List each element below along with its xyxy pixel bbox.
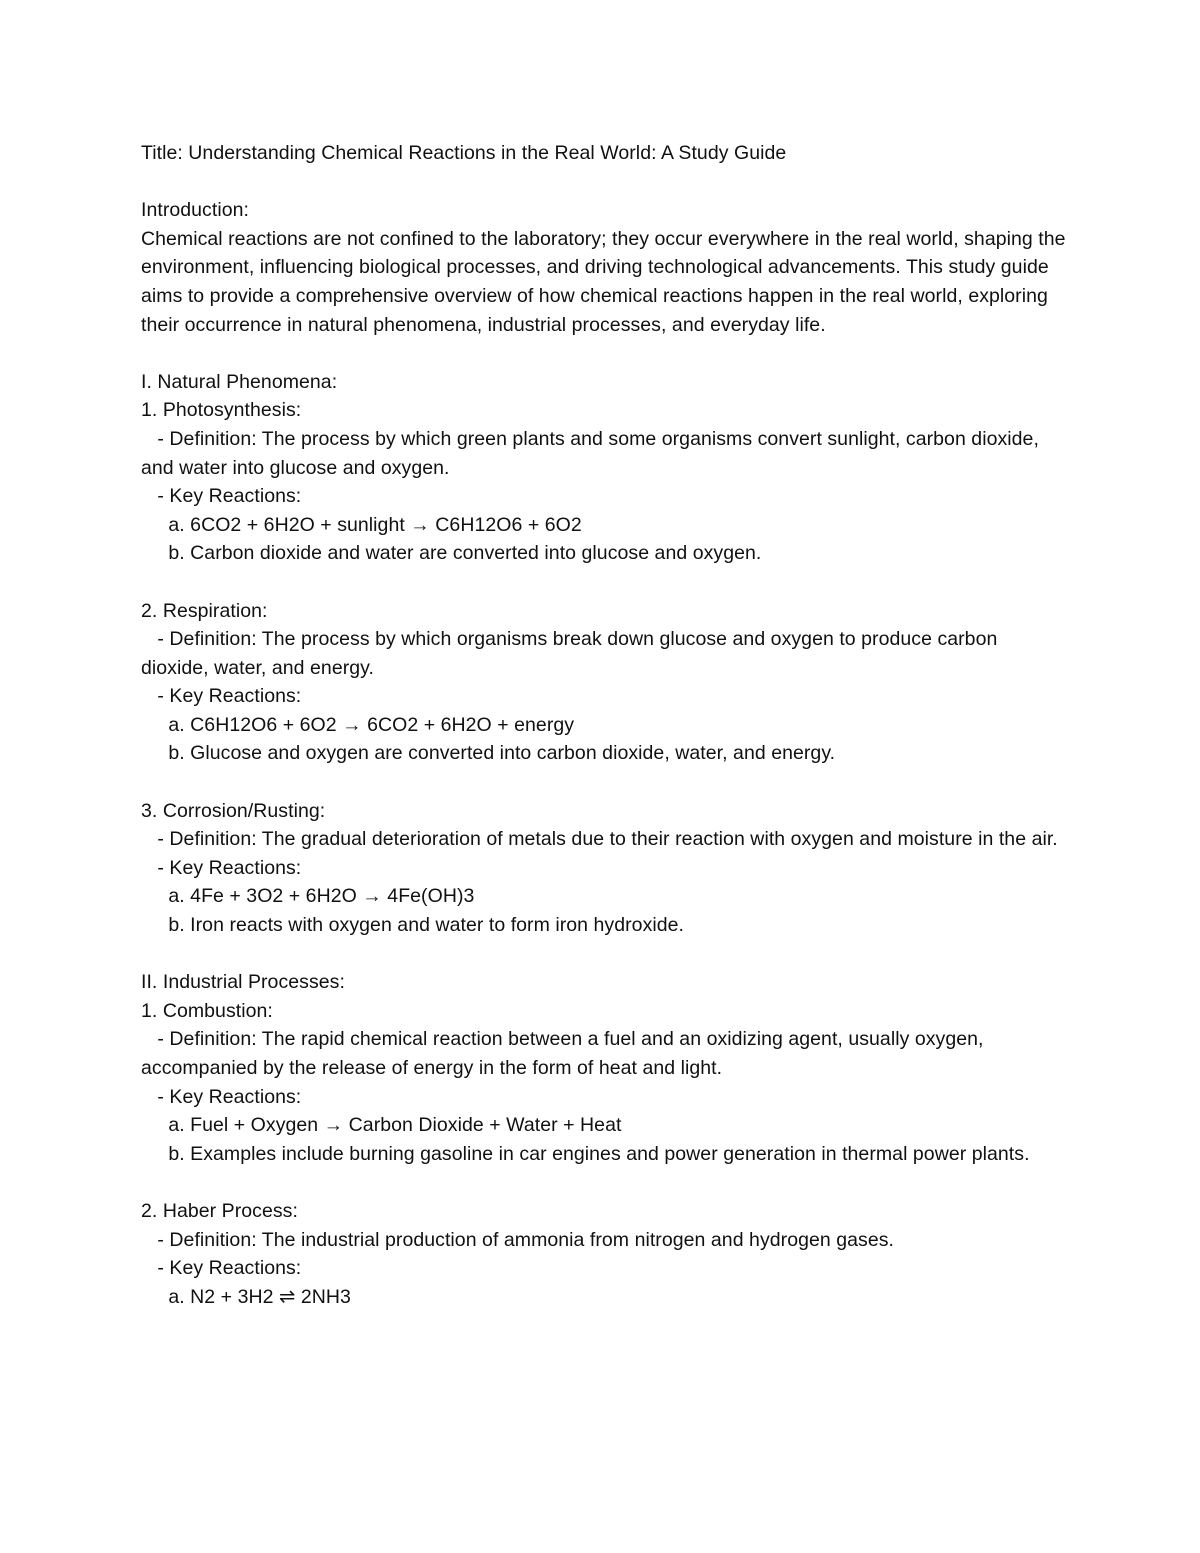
reaction-item: b. Glucose and oxygen are converted into carbon dioxide, water, and energy.: [141, 742, 836, 765]
intro-heading: Introduction:: [141, 199, 249, 222]
topic-definition: - Definition: The process by which green plants and some organisms convert sunlight, carbon dioxide, and water into glucose and oxygen.: [141, 427, 1045, 479]
spacer: [141, 568, 1066, 597]
key-reactions-label: - Key Reactions:: [141, 685, 302, 708]
topic-heading: 1. Photosynthesis:: [141, 399, 302, 422]
reaction-item: b. Iron reacts with oxygen and water to form iron hydroxide.: [141, 914, 685, 937]
key-reactions-label: - Key Reactions:: [141, 1085, 302, 1108]
key-reactions-label: - Key Reactions:: [141, 856, 302, 879]
spacer: [141, 1168, 1066, 1197]
section-heading: I. Natural Phenomena:: [141, 370, 338, 393]
document-body: [141, 139, 1071, 1311]
reaction-item: b. Carbon dioxide and water are converted into glucose and oxygen.: [141, 542, 762, 565]
topic-heading: 3. Corrosion/Rusting:: [141, 799, 326, 822]
reaction-item: a. N2 + 3H2 ⇌ 2NH3: [141, 1285, 351, 1308]
reaction-item: a. 4Fe + 3O2 + 6H2O → 4Fe(OH)3: [141, 885, 475, 908]
section-heading: II. Industrial Processes:: [141, 971, 345, 994]
reaction-item: b. Examples include burning gasoline in car engines and power generation in thermal power plants.: [141, 1142, 1030, 1165]
topic-definition: - Definition: The gradual deterioration of metals due to their reaction with oxygen and moisture in the air.: [141, 828, 1058, 851]
topic-heading: 2. Haber Process:: [141, 1199, 298, 1222]
reaction-item: a. 6CO2 + 6H2O + sunlight → C6H12O6 + 6O2: [141, 513, 582, 536]
topic-heading: 1. Combustion:: [141, 999, 273, 1022]
reaction-item: a. Fuel + Oxygen → Carbon Dioxide + Water + Heat: [141, 1114, 622, 1137]
spacer: [141, 168, 1066, 197]
reaction-item: a. C6H12O6 + 6O2 → 6CO2 + 6H2O + energy: [141, 713, 575, 736]
topic-definition: - Definition: The industrial production of ammonia from nitrogen and hydrogen gases.: [141, 1228, 894, 1251]
intro-paragraph: Chemical reactions are not confined to the laboratory; they occur everywhere in the real world, shaping the environment, influencing biological processes, and driving technological advancements. This study guide aims to provide a comprehensive overview of how chemical reactions happen in the real world, exploring their occurrence in natural phenomena, industrial processes, and everyday life.: [141, 227, 1071, 336]
document-title: Title: Understanding Chemical Reactions in the Real World: A Study Guide: [141, 142, 787, 164]
spacer: [141, 339, 1066, 368]
topic-definition: - Definition: The process by which organisms break down glucose and oxygen to produce carbon dioxide, water, and energy.: [141, 628, 1003, 679]
spacer: [141, 940, 1066, 969]
topic-definition: - Definition: The rapid chemical reaction between a fuel and an oxidizing agent, usually oxygen, accompanied by the release of energy in the form of heat and light.: [141, 1028, 989, 1079]
spacer: [141, 768, 1066, 797]
topic-heading: 2. Respiration:: [141, 599, 268, 622]
key-reactions-label: - Key Reactions:: [141, 485, 302, 508]
key-reactions-label: - Key Reactions:: [141, 1257, 302, 1280]
